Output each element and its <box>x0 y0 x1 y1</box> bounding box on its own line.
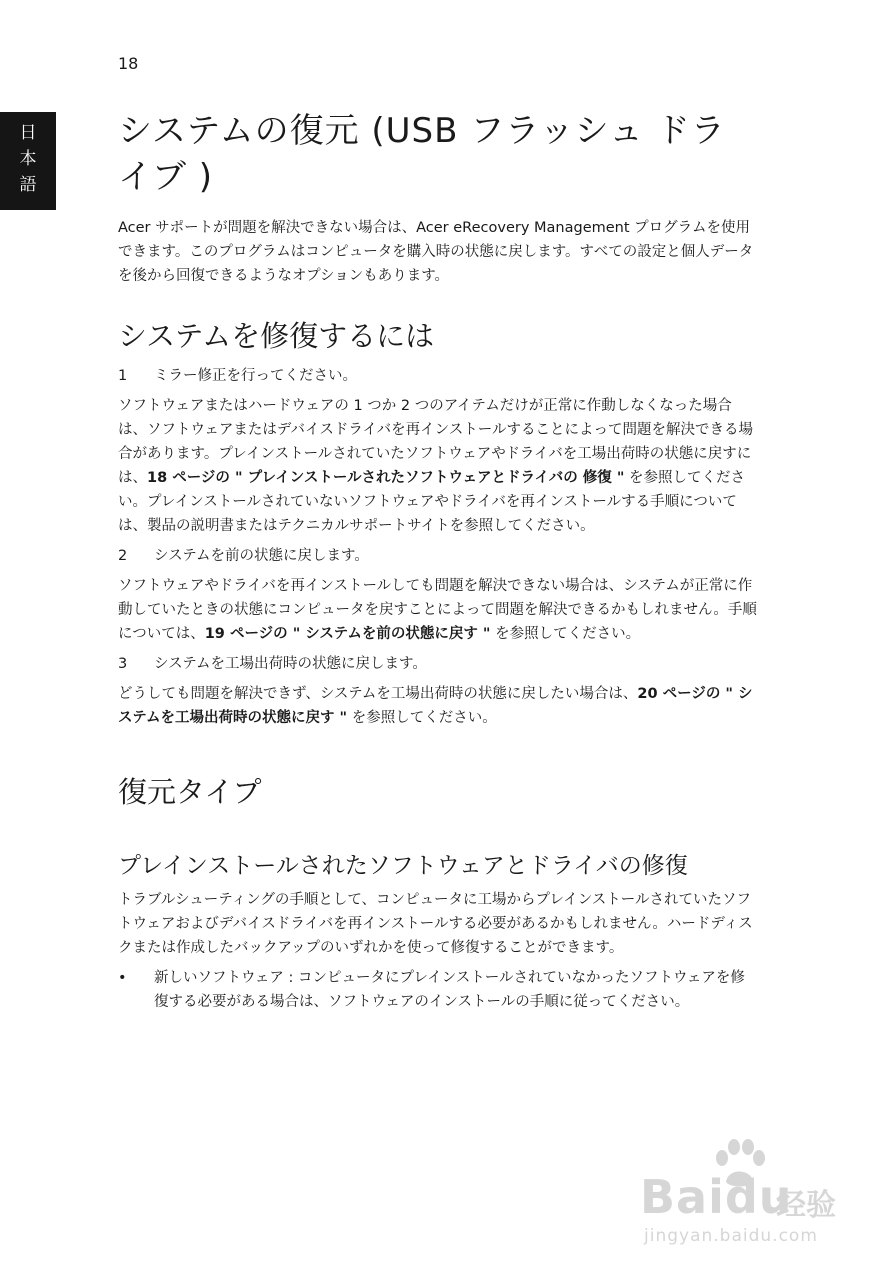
page-title: システムの復元 (USB フラッシュ ドライブ ) <box>118 111 726 197</box>
watermark-url: jingyan.baidu.com <box>644 1226 818 1246</box>
section-heading-recovery-types: 復元タイプ <box>118 775 262 809</box>
step-1 <box>118 364 758 388</box>
step-label: システムを前の状態に戻します。 <box>154 548 369 564</box>
cross-reference-link[interactable]: 19 ページの " システムを前の状態に戻す " <box>204 626 491 642</box>
step-body-text: ソフトウェアやドライバを再インストールしても問題を解決できない場合は、システムが正常に作動していたときの状態にコンピュータを戻すことによって問題を解決できるかもしれません。手順については、 <box>118 578 757 642</box>
step-label: システムを工場出荷時の状態に戻します。 <box>154 656 427 672</box>
bullet-text: 新しいソフトウェア : コンピュータにプレインストールされていなかったソフトウェアを修復する必要がある場合は、ソフトウェアのインストールの手順に従ってください。 <box>154 970 745 1010</box>
subsection-heading: プレインストールされたソフトウェアとドライバの修復 <box>118 853 688 879</box>
step-number: 3 <box>118 656 128 672</box>
step-body-text: どうしても問題を解決できず、システムを工場出荷時の状態に戻したい場合は、 <box>118 686 638 702</box>
baidu-watermark <box>636 1138 876 1248</box>
step-body-text: を参照してください。 <box>490 626 641 642</box>
watermark-brand <box>640 1170 793 1224</box>
main-content <box>118 108 758 1014</box>
subsection-paragraph: トラブルシューティングの手順として、コンピュータに工場からプレインストールされていたソフトウェアおよびデバイスドライバを再インストールする必要があるかもしれません。ハードディスクまたは作成したバックアップのいずれかを使って修復することができます。 <box>118 892 753 956</box>
cross-reference-link[interactable]: 18 ページの " プレインストールされたソフトウェアとドライバの 修復 " <box>147 470 625 486</box>
step-1-body <box>118 394 758 538</box>
section-heading-repair: システムを修復するには <box>118 319 435 353</box>
watermark-chinese-text: 经验 <box>776 1188 836 1223</box>
step-number: 2 <box>118 548 128 564</box>
language-tab <box>0 112 56 210</box>
language-tab-char: 語 <box>19 175 37 195</box>
step-number: 1 <box>118 368 128 384</box>
watermark-brand-text: du <box>724 1170 793 1224</box>
language-tab-char: 日 <box>19 123 37 143</box>
step-label: ミラー修正を行ってください。 <box>154 368 357 384</box>
step-3 <box>118 652 758 676</box>
step-body-text: を参照してください。 <box>347 710 497 726</box>
language-tab-char: 本 <box>19 149 37 169</box>
step-body-text: を参照してください。プレインストールされていないソフトウェアやドライバを再インストールする手順については、製品の説明書またはテクニカルサポートサイトを参照してください。 <box>118 470 746 534</box>
cross-reference-link[interactable]: 20 ページの " システムを工場出荷時の状態に戻す " <box>118 686 753 726</box>
step-body-text: ソフトウェアまたはハードウェアの 1 つか 2 つのアイテムだけが正常に作動しなくなった場合は、ソフトウェアまたはデバイスドライバを再インストールすることによって問題を解決できる場合があります。プレインストールされていたソフトウェアやドライバを工場出荷時の状態に戻すには、 <box>118 398 753 486</box>
bullet-icon: • <box>118 970 127 986</box>
step-3-body <box>118 682 758 730</box>
step-2 <box>118 544 758 568</box>
intro-paragraph: Acer サポートが問題を解決できない場合は、Acer eRecovery Management プログラムを使用できます。このプログラムはコンピュータを購入時の状態に戻します。すべての設定と個人データを後から回復できるようなオプションもあります。 <box>118 220 754 284</box>
step-2-body <box>118 574 758 646</box>
bullet-item <box>118 966 758 1014</box>
page-number: 18 <box>118 54 139 73</box>
watermark-brand-text: Bai <box>640 1170 725 1224</box>
